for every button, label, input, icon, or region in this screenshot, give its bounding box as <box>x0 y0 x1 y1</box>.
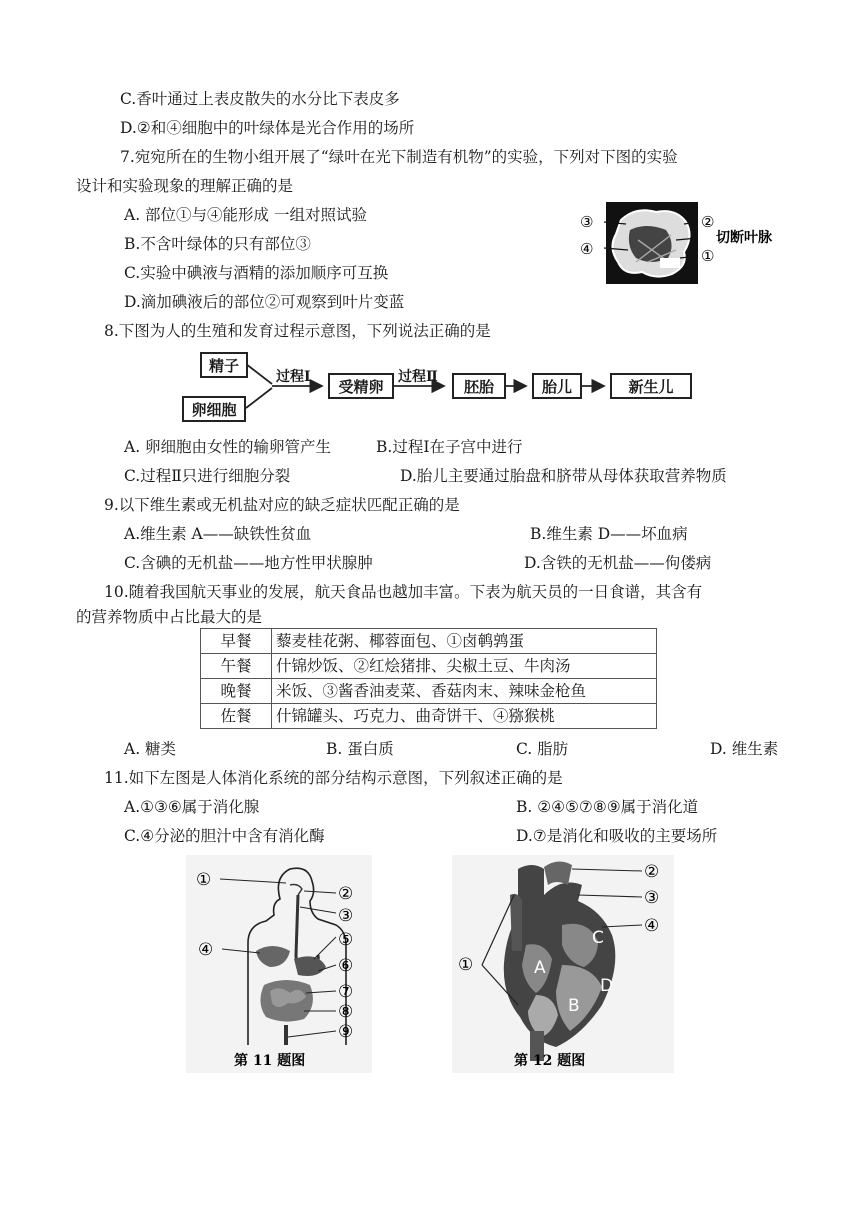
q11-option-c: C.④分泌的胆汁中含有消化酶 <box>124 827 325 845</box>
q9-option-a: A.维生素 A——缺铁性贫血 <box>124 525 312 543</box>
table-row <box>201 704 657 729</box>
chamber-c-label: C <box>592 928 604 948</box>
digestive-label-2: ② <box>338 884 354 904</box>
heart-label-1: ① <box>458 955 474 975</box>
digestive-illustration <box>186 855 372 1073</box>
meal-foods: 什锦罐头、巧克力、曲奇饼干、④猕猴桃 <box>272 704 657 729</box>
q6-option-d: D.②和④细胞中的叶绿体是光合作用的场所 <box>120 119 415 137</box>
chamber-d-label: D <box>600 976 614 996</box>
q6-option-c: C.香叶通过上表皮散失的水分比下表皮多 <box>120 90 400 108</box>
leaf-label-4: ④ <box>580 240 594 258</box>
heart-label-4: ④ <box>644 916 660 936</box>
q7-stem-line2: 设计和实验现象的理解正确的是 <box>76 177 294 195</box>
q11-option-b: B. ②④⑤⑦⑧⑨属于消化道 <box>516 798 699 816</box>
embryo-box: 胚胎 <box>452 373 506 399</box>
zygote-box: 受精卵 <box>328 373 394 399</box>
q11-option-d: D.⑦是消化和吸收的主要场所 <box>516 827 718 845</box>
digestive-label-1: ① <box>196 870 212 890</box>
table-row <box>201 654 657 679</box>
cut-vein-label: 切断叶脉 <box>716 230 772 246</box>
digestive-label-8: ⑧ <box>338 1002 354 1022</box>
astronaut-menu-table <box>200 628 657 729</box>
q10-option-a: A. 糖类 <box>124 740 177 758</box>
newborn-box: 新生儿 <box>610 373 692 399</box>
reproduction-flow-diagram <box>176 346 756 432</box>
chamber-b-label: B <box>568 996 580 1016</box>
q8-stem: 8.下图为人的生殖和发育过程示意图，下列说法正确的是 <box>104 322 491 340</box>
table-row <box>201 629 657 654</box>
meal-foods: 藜麦桂花粥、椰蓉面包、①卤鹌鹑蛋 <box>272 629 657 654</box>
leaf-label-2: ② <box>701 213 715 231</box>
digestive-label-4: ④ <box>198 940 214 960</box>
q7-stem-line1: 7.宛宛所在的生物小组开展了“绿叶在光下制造有机物”的实验，下列对下图的实验 <box>120 148 678 166</box>
q8-option-c: C.过程Ⅱ只进行细胞分裂 <box>124 467 291 485</box>
meal-name: 佐餐 <box>201 704 272 729</box>
meal-foods: 什锦炒饭、②红烩猪排、尖椒土豆、牛肉汤 <box>272 654 657 679</box>
meal-foods: 米饭、③酱香油麦菜、香菇肉末、辣味金枪鱼 <box>272 679 657 704</box>
table-row <box>201 679 657 704</box>
fetus-box: 胎儿 <box>532 373 582 399</box>
chamber-a-label: A <box>534 958 546 978</box>
q11-option-a: A.①③⑥属于消化腺 <box>124 798 260 816</box>
q10-stem-line2: 的营养物质中占比最大的是 <box>76 608 263 626</box>
q7-option-d: D.滴加碘液后的部位②可观察到叶片变蓝 <box>124 293 405 311</box>
q9-option-c: C.含碘的无机盐——地方性甲状腺肿 <box>124 554 373 572</box>
digestive-label-3: ③ <box>338 906 354 926</box>
q8-option-d: D.胎儿主要通过胎盘和脐带从母体获取营养物质 <box>400 467 727 485</box>
q9-stem: 9.以下维生素或无机盐对应的缺乏症状匹配正确的是 <box>104 496 460 514</box>
figure-11-caption: 第 11 题图 <box>234 1053 306 1069</box>
q9-option-d: D.含铁的无机盐——佝偻病 <box>524 554 712 572</box>
heart-illustration <box>452 855 674 1073</box>
leaf-experiment-figure <box>576 200 792 286</box>
q9-option-b: B.维生素 D——坏血病 <box>530 525 688 543</box>
heart-label-2: ② <box>644 862 660 882</box>
q8-option-a: A. 卵细胞由女性的输卵管产生 <box>124 438 332 456</box>
digestive-label-5: ⑤ <box>338 930 354 950</box>
process-2-label: 过程Ⅱ <box>398 369 438 385</box>
heart-figure <box>452 855 674 1073</box>
q11-stem: 11.如下左图是人体消化系统的部分结构示意图，下列叙述正确的是 <box>104 769 563 787</box>
q10-stem-line1: 10.随着我国航天事业的发展，航天食品也越加丰富。下表为航天员的一日食谱，其含有 <box>104 583 703 601</box>
egg-box: 卵细胞 <box>182 396 246 422</box>
digestive-label-9: ⑨ <box>338 1022 354 1042</box>
digestive-label-7: ⑦ <box>338 982 354 1002</box>
q7-option-b: B.不含叶绿体的只有部位③ <box>124 235 311 253</box>
digestive-label-6: ⑥ <box>338 956 354 976</box>
digestive-system-figure <box>186 855 372 1073</box>
q7-option-a: A. 部位①与④能形成 一组对照试验 <box>124 206 367 224</box>
meal-name: 午餐 <box>201 654 272 679</box>
process-1-label: 过程Ⅰ <box>276 369 311 385</box>
meal-name: 早餐 <box>201 629 272 654</box>
q8-option-b: B.过程Ⅰ在子宫中进行 <box>376 438 523 456</box>
q10-option-c: C. 脂肪 <box>516 740 569 758</box>
q10-option-b: B. 蛋白质 <box>326 740 394 758</box>
leaf-label-1: ① <box>701 247 715 265</box>
leaf-label-3: ③ <box>580 213 594 231</box>
leaf-illustration <box>576 200 792 286</box>
q10-option-d: D. 维生素 <box>710 740 779 758</box>
q7-option-c: C.实验中碘液与酒精的添加顺序可互换 <box>124 264 389 282</box>
meal-name: 晚餐 <box>201 679 272 704</box>
figure-12-caption: 第 12 题图 <box>514 1053 586 1069</box>
sperm-box: 精子 <box>200 352 248 378</box>
heart-label-3: ③ <box>644 888 660 908</box>
